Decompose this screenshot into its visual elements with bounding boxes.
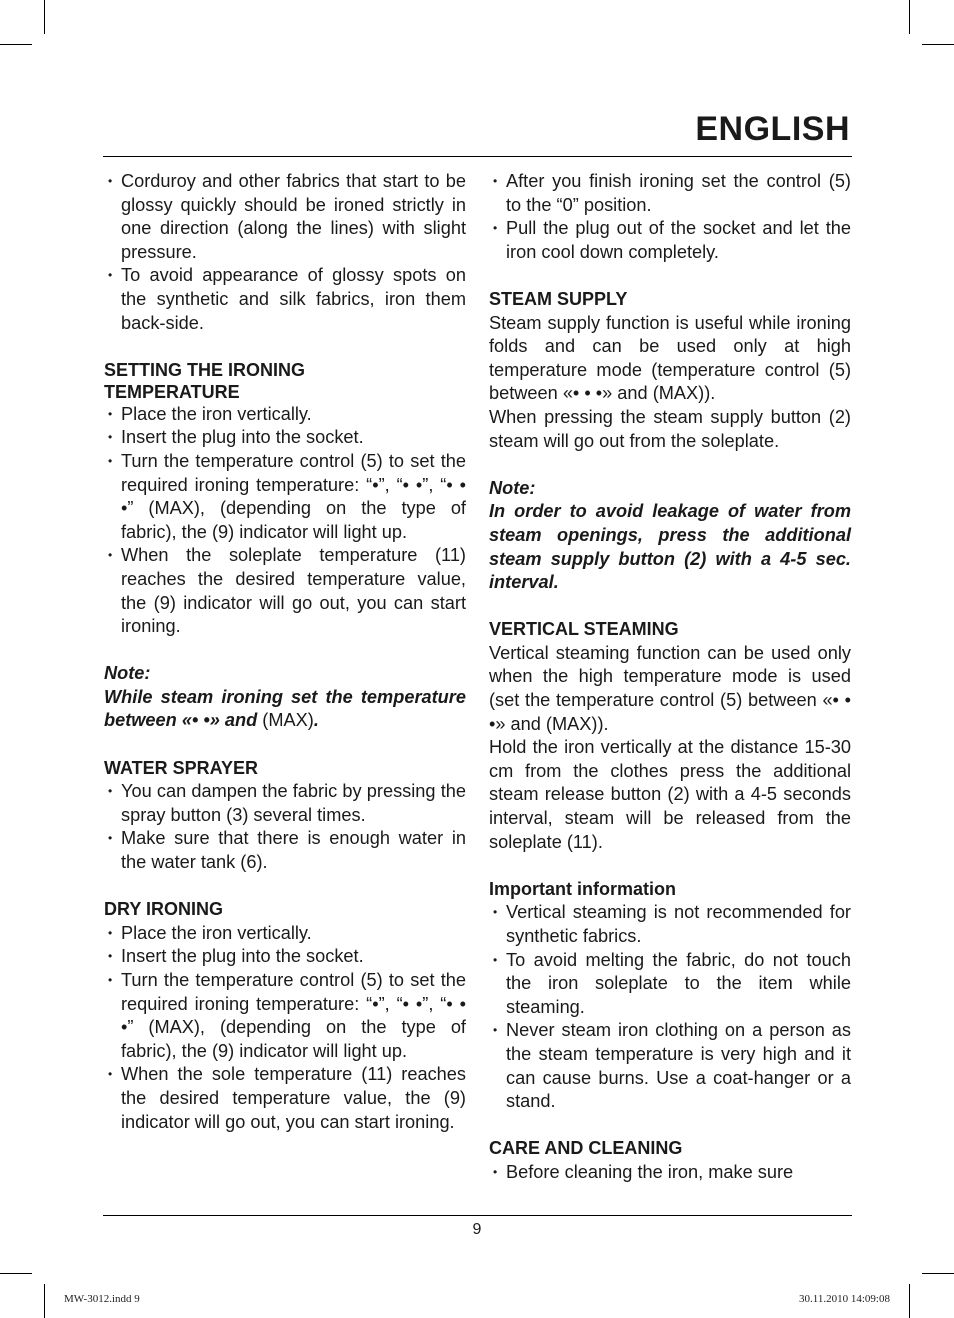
crop-mark xyxy=(922,44,954,45)
crop-mark xyxy=(44,0,45,34)
intro-list xyxy=(104,170,466,335)
important-list xyxy=(489,901,851,1113)
note-max: (MAX) xyxy=(262,710,314,731)
list-item: • To avoid appearance of glossy spots on the synthetic and silk fabrics, iron them back-side. xyxy=(104,264,466,335)
footer-rule xyxy=(103,1215,852,1216)
list-item: • Never steam iron clothing on a person as the steam temperature is very high and it can cause burns. Use a coat-hanger or a stand. xyxy=(489,1019,851,1113)
file-slug: MW-3012.indd 9 xyxy=(64,1293,140,1305)
crop-mark xyxy=(922,1273,954,1274)
sprayer-list xyxy=(104,780,466,874)
note-body: While steam ironing set the temperature between «• •» and xyxy=(104,686,466,731)
list-item: • When the soleplate temperature (11) reaches the desired temperature value, the (9) indicator will go out, you can start ironing. xyxy=(104,544,466,638)
list-item: • Corduroy and other fabrics that start to be glossy quickly should be ironed strictly in one direction (along the lines) with slight pressure. xyxy=(104,170,466,264)
section-heading-dry: DRY IRONING xyxy=(104,899,224,920)
header-rule xyxy=(103,156,852,157)
note-text: In order to avoid leakage of water from steam openings, press the additional steam supply button (2) with a 4-5 sec. interval. xyxy=(489,501,851,593)
list-item: • Insert the plug into the socket. xyxy=(104,426,466,450)
list-item: • When the sole temperature (11) reaches the desired temperature value, the (9) indicator will go out, you can start ironing. xyxy=(104,1063,466,1134)
dry-list xyxy=(104,922,466,1134)
setting-list xyxy=(104,403,466,639)
steam-paragraph-2: When pressing the steam supply button (2) steam will go out from the soleplate. xyxy=(489,406,851,451)
note-text xyxy=(104,686,466,733)
section-heading-important: Important information xyxy=(489,878,676,899)
section-heading-steam: STEAM SUPPLY xyxy=(489,288,628,309)
crop-mark xyxy=(0,44,32,45)
page-language-title: ENGLISH xyxy=(695,110,850,148)
crop-mark xyxy=(909,0,910,34)
page-number: 9 xyxy=(472,1221,482,1238)
care-list xyxy=(489,1161,851,1185)
vertical-paragraph-1: Vertical steaming function can be used only when the high temperature mode is used (set the temperature control (5) between «• • •» and (MAX)). xyxy=(489,642,851,734)
crop-mark xyxy=(909,1284,910,1318)
list-item: • Place the iron vertically. xyxy=(104,922,466,946)
list-item: • Before cleaning the iron, make sure xyxy=(489,1161,851,1185)
left-column xyxy=(104,170,466,1134)
right-column xyxy=(489,170,851,1185)
list-item: • To avoid melting the fabric, do not touch the iron soleplate to the item while steaming. xyxy=(489,949,851,1020)
list-item: • Place the iron vertically. xyxy=(104,403,466,427)
crop-mark xyxy=(0,1273,32,1274)
list-item: • Turn the temperature control (5) to set the required ironing temperature: “•”, “• •”, “• • •” (MAX), (depending on the type of fabric), the (9) indicator will light up. xyxy=(104,969,466,1063)
list-item: • Make sure that there is enough water in the water tank (6). xyxy=(104,827,466,874)
note-label: Note: xyxy=(104,663,151,684)
date-slug: 30.11.2010 14:09:08 xyxy=(799,1293,890,1305)
section-heading-setting: SETTING THE IRONING TEMPERATURE xyxy=(104,359,306,402)
section-heading-sprayer: WATER SPRAYER xyxy=(104,757,259,778)
finish-list xyxy=(489,170,851,264)
list-item: • Turn the temperature control (5) to set the required ironing temperature: “•”, “• •”, “• • •” (MAX), (depending on the type of fabric), the (9) indicator will light up. xyxy=(104,450,466,544)
list-item: • Vertical steaming is not recommended for synthetic fabrics. xyxy=(489,901,851,948)
list-item: • Insert the plug into the socket. xyxy=(104,945,466,969)
steam-paragraph-1: Steam supply function is useful while ironing folds and can be used only at high temperature mode (temperature control (5) between «• • •» and (MAX)). xyxy=(489,312,851,404)
note-end: . xyxy=(313,710,319,731)
section-heading-vertical: VERTICAL STEAMING xyxy=(489,619,679,640)
list-item: • Pull the plug out of the socket and let the iron cool down completely. xyxy=(489,217,851,264)
section-heading-care: CARE AND CLEANING xyxy=(489,1138,683,1159)
list-item: • After you finish ironing set the control (5) to the “0” position. xyxy=(489,170,851,217)
vertical-paragraph-2: Hold the iron vertically at the distance 15-30 cm from the clothes press the additional steam release button (2) with a 4-5 seconds interval, steam will be released from the soleplate (11). xyxy=(489,737,851,852)
crop-mark xyxy=(44,1284,45,1318)
note-label: Note: xyxy=(489,477,536,498)
list-item: • You can dampen the fabric by pressing the spray button (3) several times. xyxy=(104,780,466,827)
